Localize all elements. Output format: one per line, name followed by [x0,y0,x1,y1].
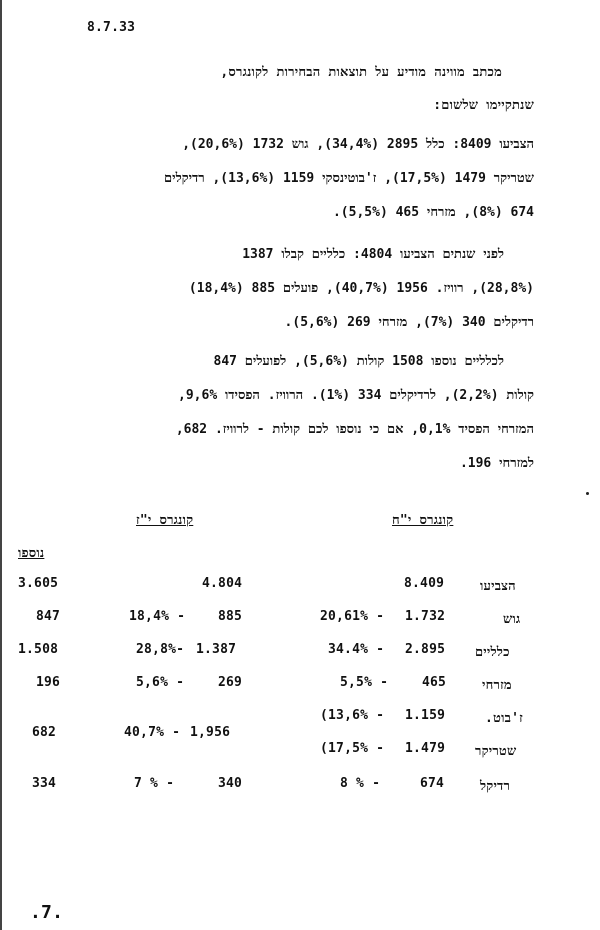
paragraph-2 [189,238,534,340]
cell-p17: 18,4% - [129,609,186,624]
header-added: נוספו [18,546,45,561]
cell-v18: 1.732 [405,609,446,624]
paragraph-3-line: למזרחי 196. [459,456,534,471]
cell-v17: 4.804 [202,576,243,591]
cell-v18: 674 [420,776,445,791]
cell-added: 196 [36,675,61,690]
cell-p18: 20,61% - [320,609,385,624]
cell-added: 682 [32,725,57,740]
paragraph-1-line: שטריקר 1479 (17,5%), ז'בוטינסקי 1159 (13,6%), רדיקלים [164,171,534,186]
row-label: כלליים [475,645,510,660]
cell-v18: 465 [422,675,447,690]
row-label: ז'בוט. [485,711,523,726]
cell-v18: 8.409 [404,576,445,591]
cell-added: 847 [36,609,61,624]
cell-added: 1.508 [18,642,59,657]
header-congress-18: קונגרס י"ח [392,513,454,528]
cell-v18: 1.159 [405,708,446,723]
scan-left-edge [0,0,2,930]
cell-v18: 2.895 [405,642,446,657]
cell-p17: 5,6% - [136,675,185,690]
paragraph-2-line: (28,8%), רוויז. 1956 (40,7%), פועלים 885 (18,4%) [188,281,534,296]
date: 8.7.33 [87,20,136,35]
subheading: שנתקיימו שלשום: [433,98,534,113]
cell-v17: 885 [218,609,243,624]
paragraph-1-line: הצביעו 8409: כלל 2895 (34,4%), גוש 1732 (20,6%), [182,137,534,152]
cell-p18: 8 % - [340,776,381,791]
cell-p18: 34.4% - [328,642,385,657]
paragraph-2-line: רדיקלים 340 (7%), מזרחי 269 (5,6%). [284,315,534,330]
paragraph-3 [176,345,534,481]
cell-p17: 40,7% - [124,725,181,740]
cell-v17: 1.387 [196,642,237,657]
page-number: .7. [30,902,64,923]
row-label: שטריקר [475,744,517,759]
margin-dot [586,492,589,495]
cell-v17: 1,956 [190,725,231,740]
cell-p18: (17,5% - [320,741,385,756]
row-label: הצביעו [480,579,516,594]
paragraph-3-line: המזרחי הפסיד 0,1%, אם כי נוספו לכם קולות - לרוויז. 682, [175,422,534,437]
heading: מכתב מווינה מודיע על תוצאות הבחירות לקונגרס, [220,65,502,80]
paragraph-3-line: לכלליים נוספו 1508 קולות (5,6%), לפועלים 847 [213,354,504,369]
cell-v17: 269 [218,675,243,690]
paragraph-1-line: 674 (8%), מזרחי 465 (5,5%). [332,205,534,220]
row-label: מזרחי [482,678,512,693]
cell-added: 3.605 [18,576,59,591]
cell-added: 334 [32,776,57,791]
paragraph-3-line: קולות (2,2%), לרדיקלים 334 (1%). הרוויז. הפסידו 9,6%, [178,388,534,403]
cell-p18: 5,5% - [340,675,389,690]
paragraph-1 [164,128,534,230]
paragraph-2-line: לפני שנתים הצביעו 4804: כלליים קבלו 1387 [242,247,504,262]
row-label: רדיקל [480,779,511,794]
cell-v18: 1.479 [405,741,446,756]
cell-v17: 340 [218,776,243,791]
row-label: גוש [503,612,521,627]
cell-p18: (13,6% - [320,708,385,723]
header-congress-17: קונגרס י"ז [136,513,194,528]
cell-p17: 7 % - [134,776,175,791]
cell-p17: 28,8%- [136,642,185,657]
